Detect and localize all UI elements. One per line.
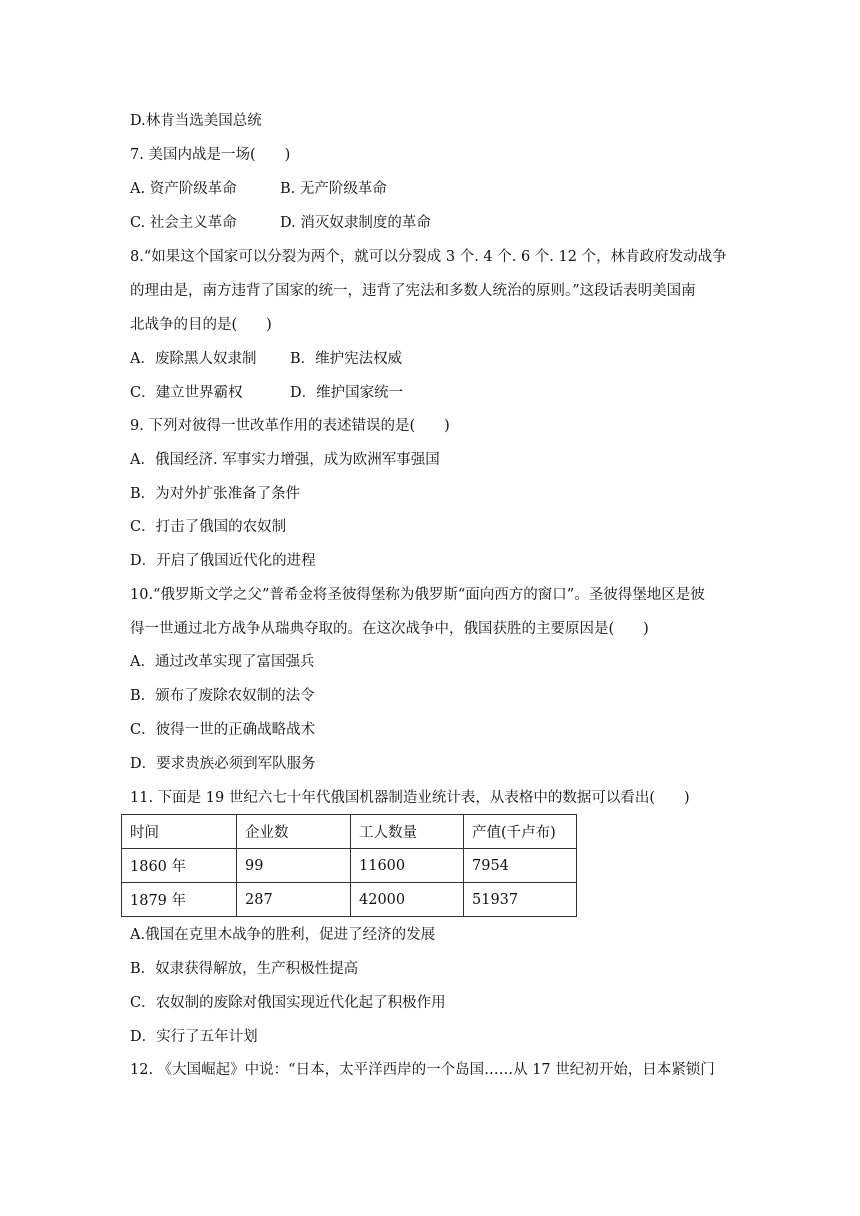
q11-option-a: A.俄国在克里木战争的胜利，促进了经济的发展 — [130, 927, 436, 943]
q9-stem: 9. 下列对彼得一世改革作用的表述错误的是( ) — [130, 418, 450, 434]
q8-options-row-1 — [130, 349, 402, 369]
table-cell: 42000 — [351, 883, 464, 917]
q9-option-b: B．为对外扩张准备了条件 — [130, 486, 301, 502]
q9-option-c: C．打击了俄国的农奴制 — [130, 519, 287, 535]
q9-option-a: A．俄国经济. 军事实力增强，成为欧洲军事强国 — [130, 452, 440, 468]
table-header-row — [122, 815, 577, 849]
table-row — [122, 883, 577, 917]
q8-stem-line-1: 8.“如果这个国家可以分裂为两个，就可以分裂成 3 个. 4 个. 6 个. 12 个，林肯政府发动战争 — [130, 249, 727, 265]
table-header-cell: 工人数量 — [351, 815, 464, 849]
q10-option-d: D．要求贵族必须到军队服务 — [130, 756, 316, 772]
q8-option-c: C．建立世界霸权 — [130, 385, 243, 401]
table-cell: 1879 年 — [122, 883, 237, 917]
q10-option-a: A．通过改革实现了富国强兵 — [130, 654, 315, 670]
q10-option-c: C．彼得一世的正确战略战术 — [130, 722, 316, 738]
q11-option-b: B．奴隶获得解放，生产积极性提高 — [130, 961, 359, 977]
q7-option-a: A. 资产阶级革命 — [130, 181, 237, 197]
q7-option-c: C. 社会主义革命 — [130, 215, 237, 231]
q10-stem-line-1: 10.“俄罗斯文学之父”普希金将圣彼得堡称为俄罗斯“面向西方的窗口”。圣彼得堡地区是彼 — [130, 587, 705, 603]
q8-option-a: A．废除黑人奴隶制 — [130, 351, 257, 367]
table-header-cell: 时间 — [122, 815, 237, 849]
table-row — [122, 849, 577, 883]
q7-option-d: D. 消灭奴隶制度的革命 — [280, 215, 431, 231]
q10-stem-line-2: 得一世通过北方战争从瑞典夺取的。在这次战争中，俄国获胜的主要原因是( ) — [130, 621, 649, 637]
q7-options-row-1 — [130, 179, 387, 199]
q6-option-d: D.林肯当选美国总统 — [130, 113, 262, 129]
table-cell: 99 — [237, 849, 351, 883]
q8-stem-line-3: 北战争的目的是( ) — [130, 317, 272, 333]
q7-option-b: B. 无产阶级革命 — [280, 181, 387, 197]
q9-option-d: D．开启了俄国近代化的进程 — [130, 553, 316, 569]
q12-stem-line-1: 12. 《大国崛起》中说：“日本，太平洋西岸的一个岛国……从 17 世纪初开始，日本紧锁门 — [130, 1062, 715, 1078]
table-cell: 11600 — [351, 849, 464, 883]
q8-stem-line-2: 的理由是，南方违背了国家的统一，违背了宪法和多数人统治的原则。”这段话表明美国南 — [130, 283, 696, 299]
table-cell: 51937 — [464, 883, 577, 917]
table-cell: 7954 — [464, 849, 577, 883]
q7-options-row-2 — [130, 213, 431, 233]
q8-option-b: B．维护宪法权威 — [290, 351, 403, 367]
statistics-table — [121, 814, 577, 917]
q8-option-d: D．维护国家统一 — [290, 385, 404, 401]
table-cell: 1860 年 — [122, 849, 237, 883]
q7-stem: 7. 美国内战是一场( ) — [130, 147, 291, 163]
q11-option-d: D．实行了五年计划 — [130, 1029, 258, 1045]
table-header-cell: 企业数 — [237, 815, 351, 849]
q8-options-row-2 — [130, 383, 403, 403]
q11-option-c: C．农奴制的废除对俄国实现近代化起了积极作用 — [130, 995, 446, 1011]
table-cell: 287 — [237, 883, 351, 917]
q10-option-b: B．颁布了废除农奴制的法令 — [130, 688, 315, 704]
table-header-cell: 产值(千卢布) — [464, 815, 577, 849]
q11-stem: 11. 下面是 19 世纪六七十年代俄国机器制造业统计表，从表格中的数据可以看出( ) — [130, 790, 690, 806]
